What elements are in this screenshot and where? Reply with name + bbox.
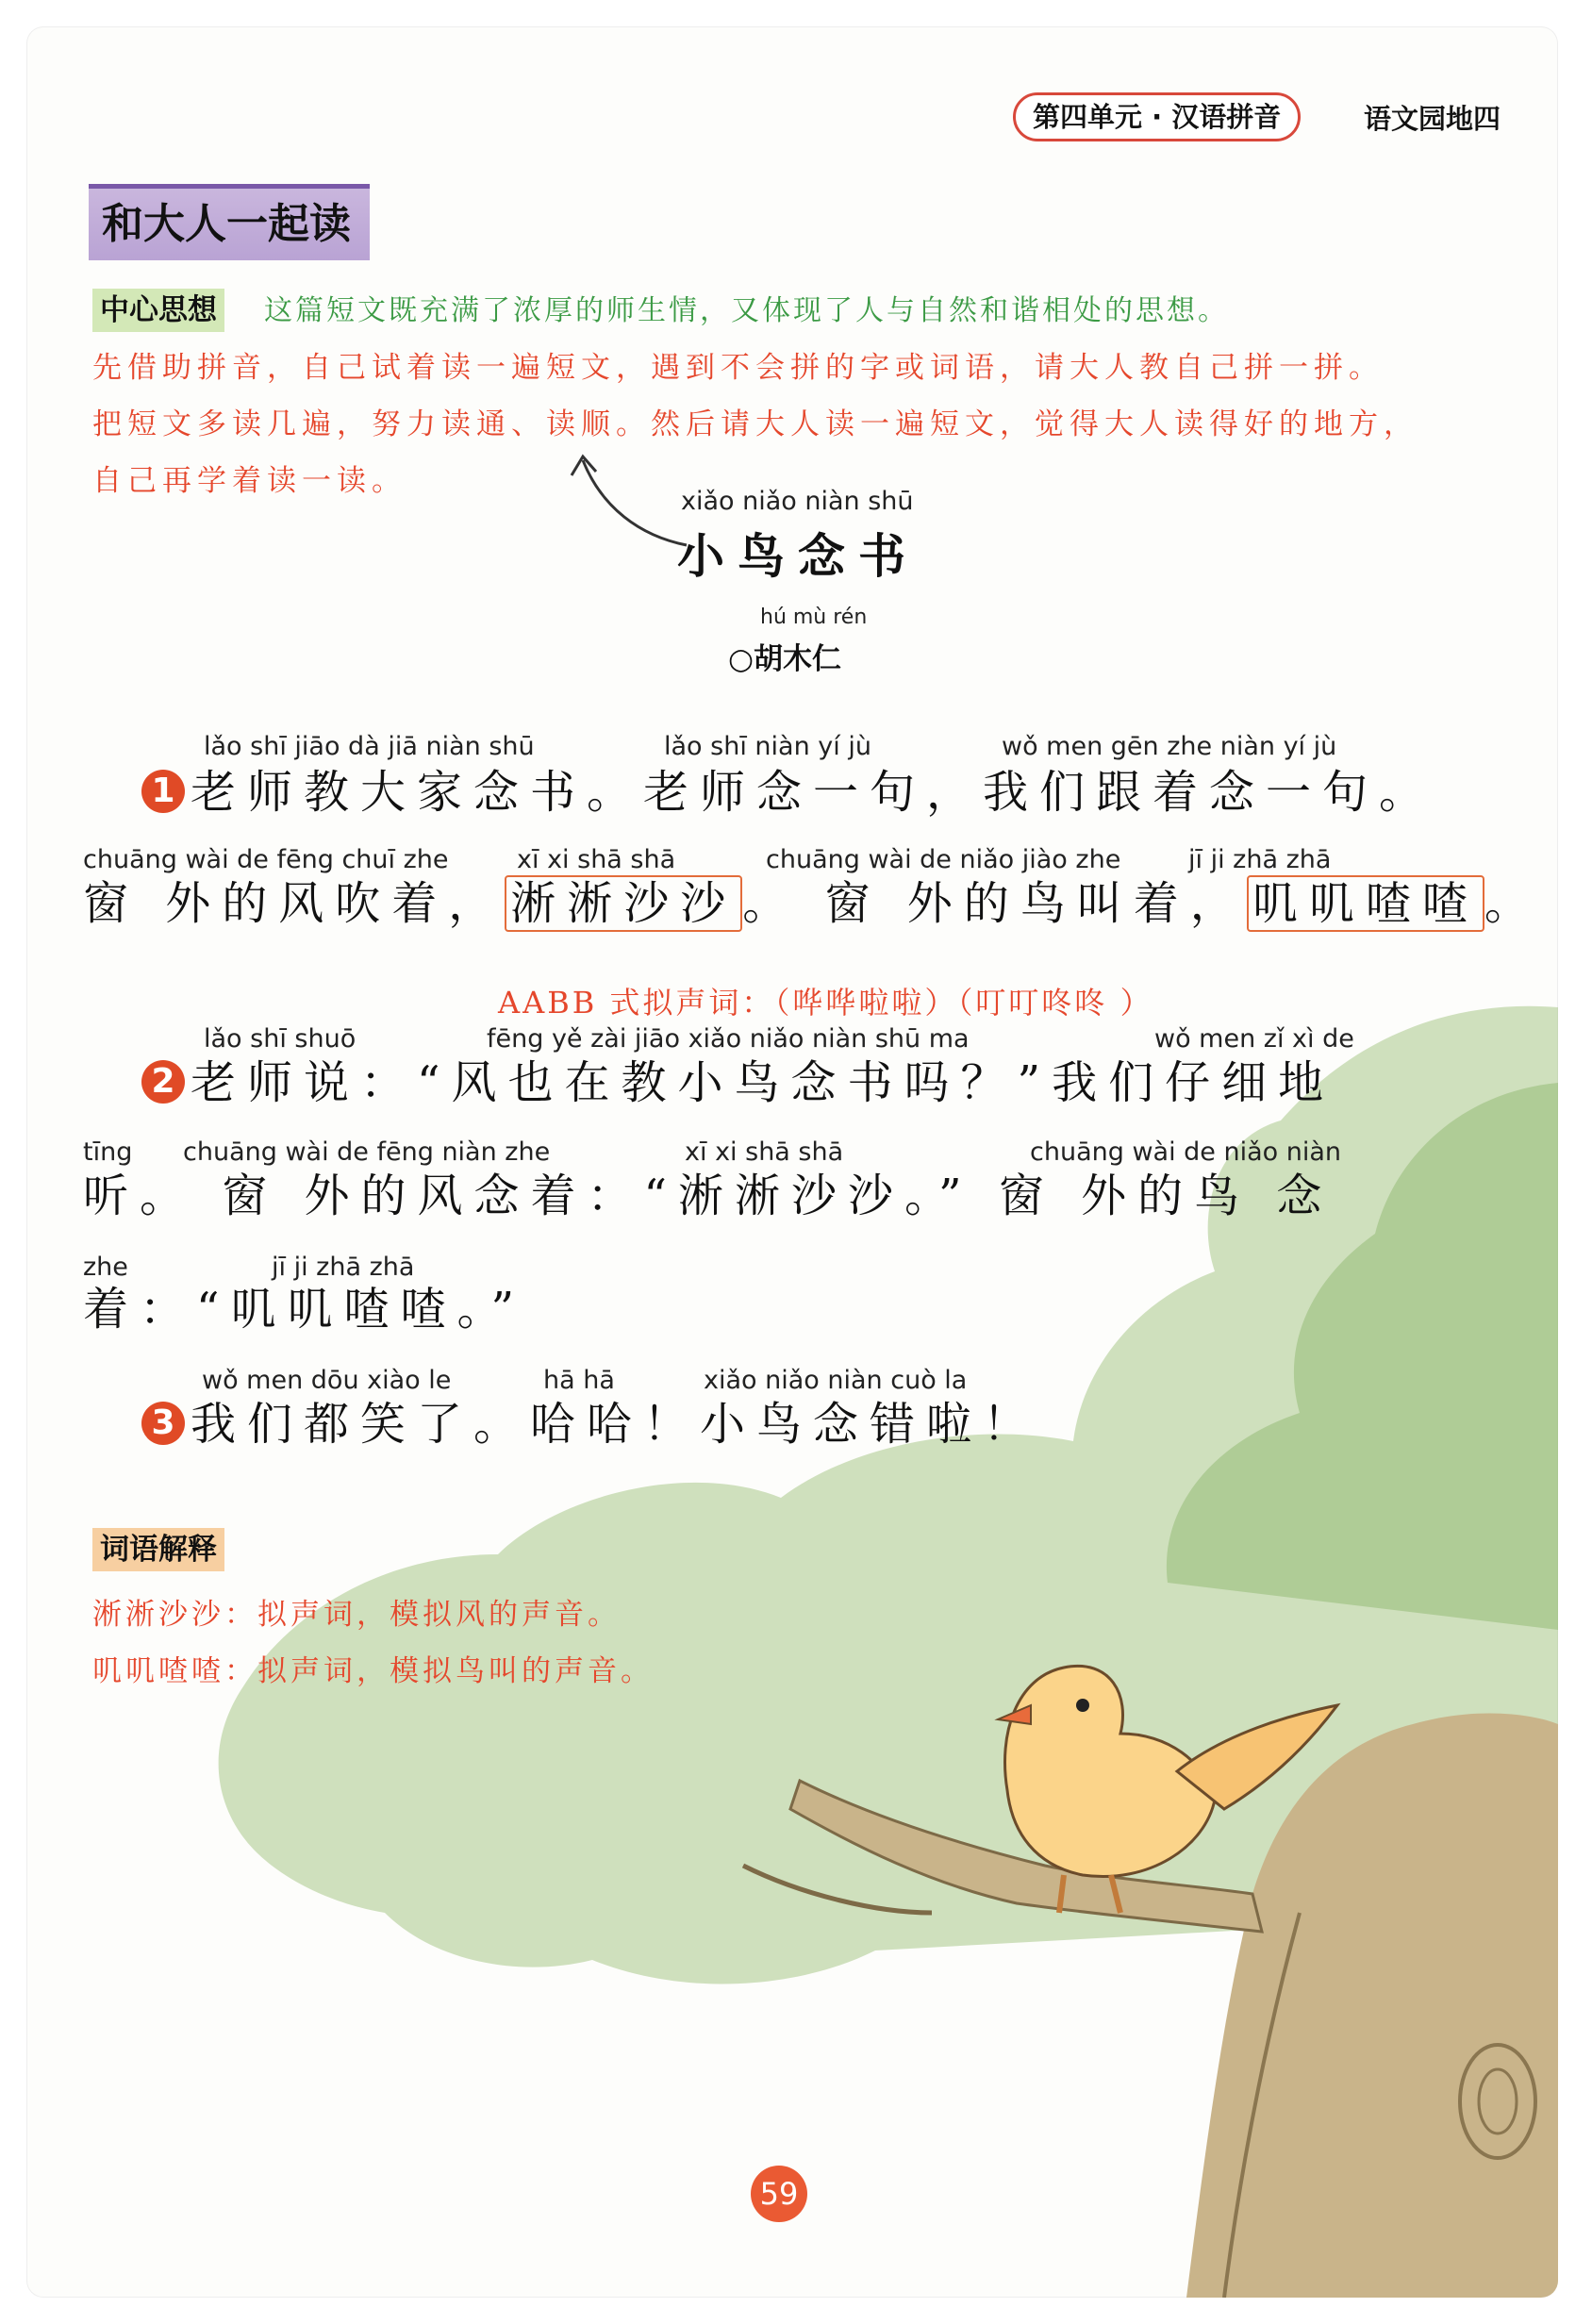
vocab-item: 叽叽喳喳：拟声词，模拟鸟叫的声音。 (92, 1654, 654, 1688)
text: 。 窗 外的鸟叫着， (742, 877, 1247, 930)
text: 。 (1484, 877, 1541, 930)
text: 老师说：“风也在教小鸟念书吗？”我们仔细地 (191, 1056, 1335, 1109)
pinyin: lǎo shī niàn yí jù (664, 732, 871, 761)
pinyin: chuāng wài de fēng chuī zhe (83, 845, 449, 874)
pinyin: chuāng wài de niǎo niàn (1030, 1137, 1342, 1167)
pinyin: chuāng wài de niǎo jiào zhe (766, 845, 1121, 874)
pinyin: xiǎo niǎo niàn cuò la (704, 1366, 968, 1395)
p2-line-2: 听。 窗 外的风念着：“淅淅沙沙。” 窗 外的鸟 念 (83, 1170, 1334, 1222)
vocab-item: 淅淅沙沙：拟声词，模拟风的声音。 (92, 1598, 621, 1632)
p3-line-1 (141, 1396, 1039, 1452)
onomatopoeia-box: 淅淅沙沙 (505, 875, 742, 932)
pinyin: wǒ men zǐ xì de (1154, 1024, 1354, 1054)
section-label: 语文园地四 (1364, 103, 1501, 135)
p1-line-2 (83, 875, 1541, 932)
section-title: 和大人一起读 (89, 184, 370, 260)
title-pinyin: xiǎo niǎo niàn shū (681, 487, 914, 516)
pinyin: tīng (83, 1137, 133, 1167)
pinyin: chuāng wài de fēng niàn zhe (183, 1137, 551, 1167)
pinyin: wǒ men dōu xiào le (202, 1366, 452, 1395)
theme-tag: 中心思想 (92, 289, 224, 332)
textbook-page (26, 26, 1558, 2298)
guide-line-3: 自己再学着读一读。 (92, 464, 406, 498)
text: 窗 外的风吹着， (83, 877, 506, 930)
pinyin: wǒ men gēn zhe niàn yí jù (1002, 732, 1337, 761)
pinyin: hā hā (543, 1366, 615, 1395)
guide-line-1: 先借助拼音，自己试着读一遍短文，遇到不会拼的字或词语，请大人教自己拼一拼。 (92, 351, 1384, 385)
p1-line-1 (141, 764, 1435, 821)
author-pinyin: hú mù rén (760, 606, 868, 629)
pinyin: jī ji zhā zhā (272, 1253, 415, 1282)
aabb-note: AABB 式拟声词：（哗哗啦啦）（叮叮咚咚 ） (498, 985, 1153, 1021)
pinyin: xī xi shā shā (685, 1137, 844, 1167)
unit-label: 第四单元 · 汉语拼音 (1013, 92, 1301, 141)
text: 老师教大家念书。老师念一句，我们跟着念一句。 (191, 766, 1436, 819)
paragraph-number: 2 (141, 1060, 185, 1104)
theme-text: 这篇短文既充满了浓厚的师生情，又体现了人与自然和谐相处的思想。 (264, 294, 1229, 327)
paragraph-number: 3 (141, 1402, 185, 1445)
guide-line-2: 把短文多读几遍，努力读通、读顺。然后请大人读一遍短文，觉得大人读得好的地方， (92, 407, 1418, 441)
p2-line-1 (141, 1054, 1335, 1111)
author: ○胡木仁 (728, 642, 842, 676)
pinyin: zhe (83, 1253, 128, 1282)
pinyin: fēng yě zài jiāo xiǎo niǎo niàn shū ma (487, 1024, 970, 1054)
onomatopoeia-box: 叽叽喳喳 (1247, 875, 1484, 932)
pinyin: jī ji zhā zhā (1188, 845, 1332, 874)
page-number: 59 (751, 2166, 807, 2222)
paragraph-number: 1 (141, 770, 185, 813)
vocab-tag: 词语解释 (92, 1528, 224, 1571)
pointer-arrow-icon (564, 451, 696, 555)
pinyin: lǎo shī jiāo dà jiā niàn shū (204, 732, 535, 761)
p2-line-3: 着：“叽叽喳喳。” (83, 1283, 526, 1336)
story-title: 小鸟念书 (677, 529, 919, 584)
text: 我们都笑了。哈哈！小鸟念错啦！ (191, 1398, 1040, 1451)
pinyin: xī xi shā shā (517, 845, 676, 874)
pinyin: lǎo shī shuō (204, 1024, 357, 1054)
